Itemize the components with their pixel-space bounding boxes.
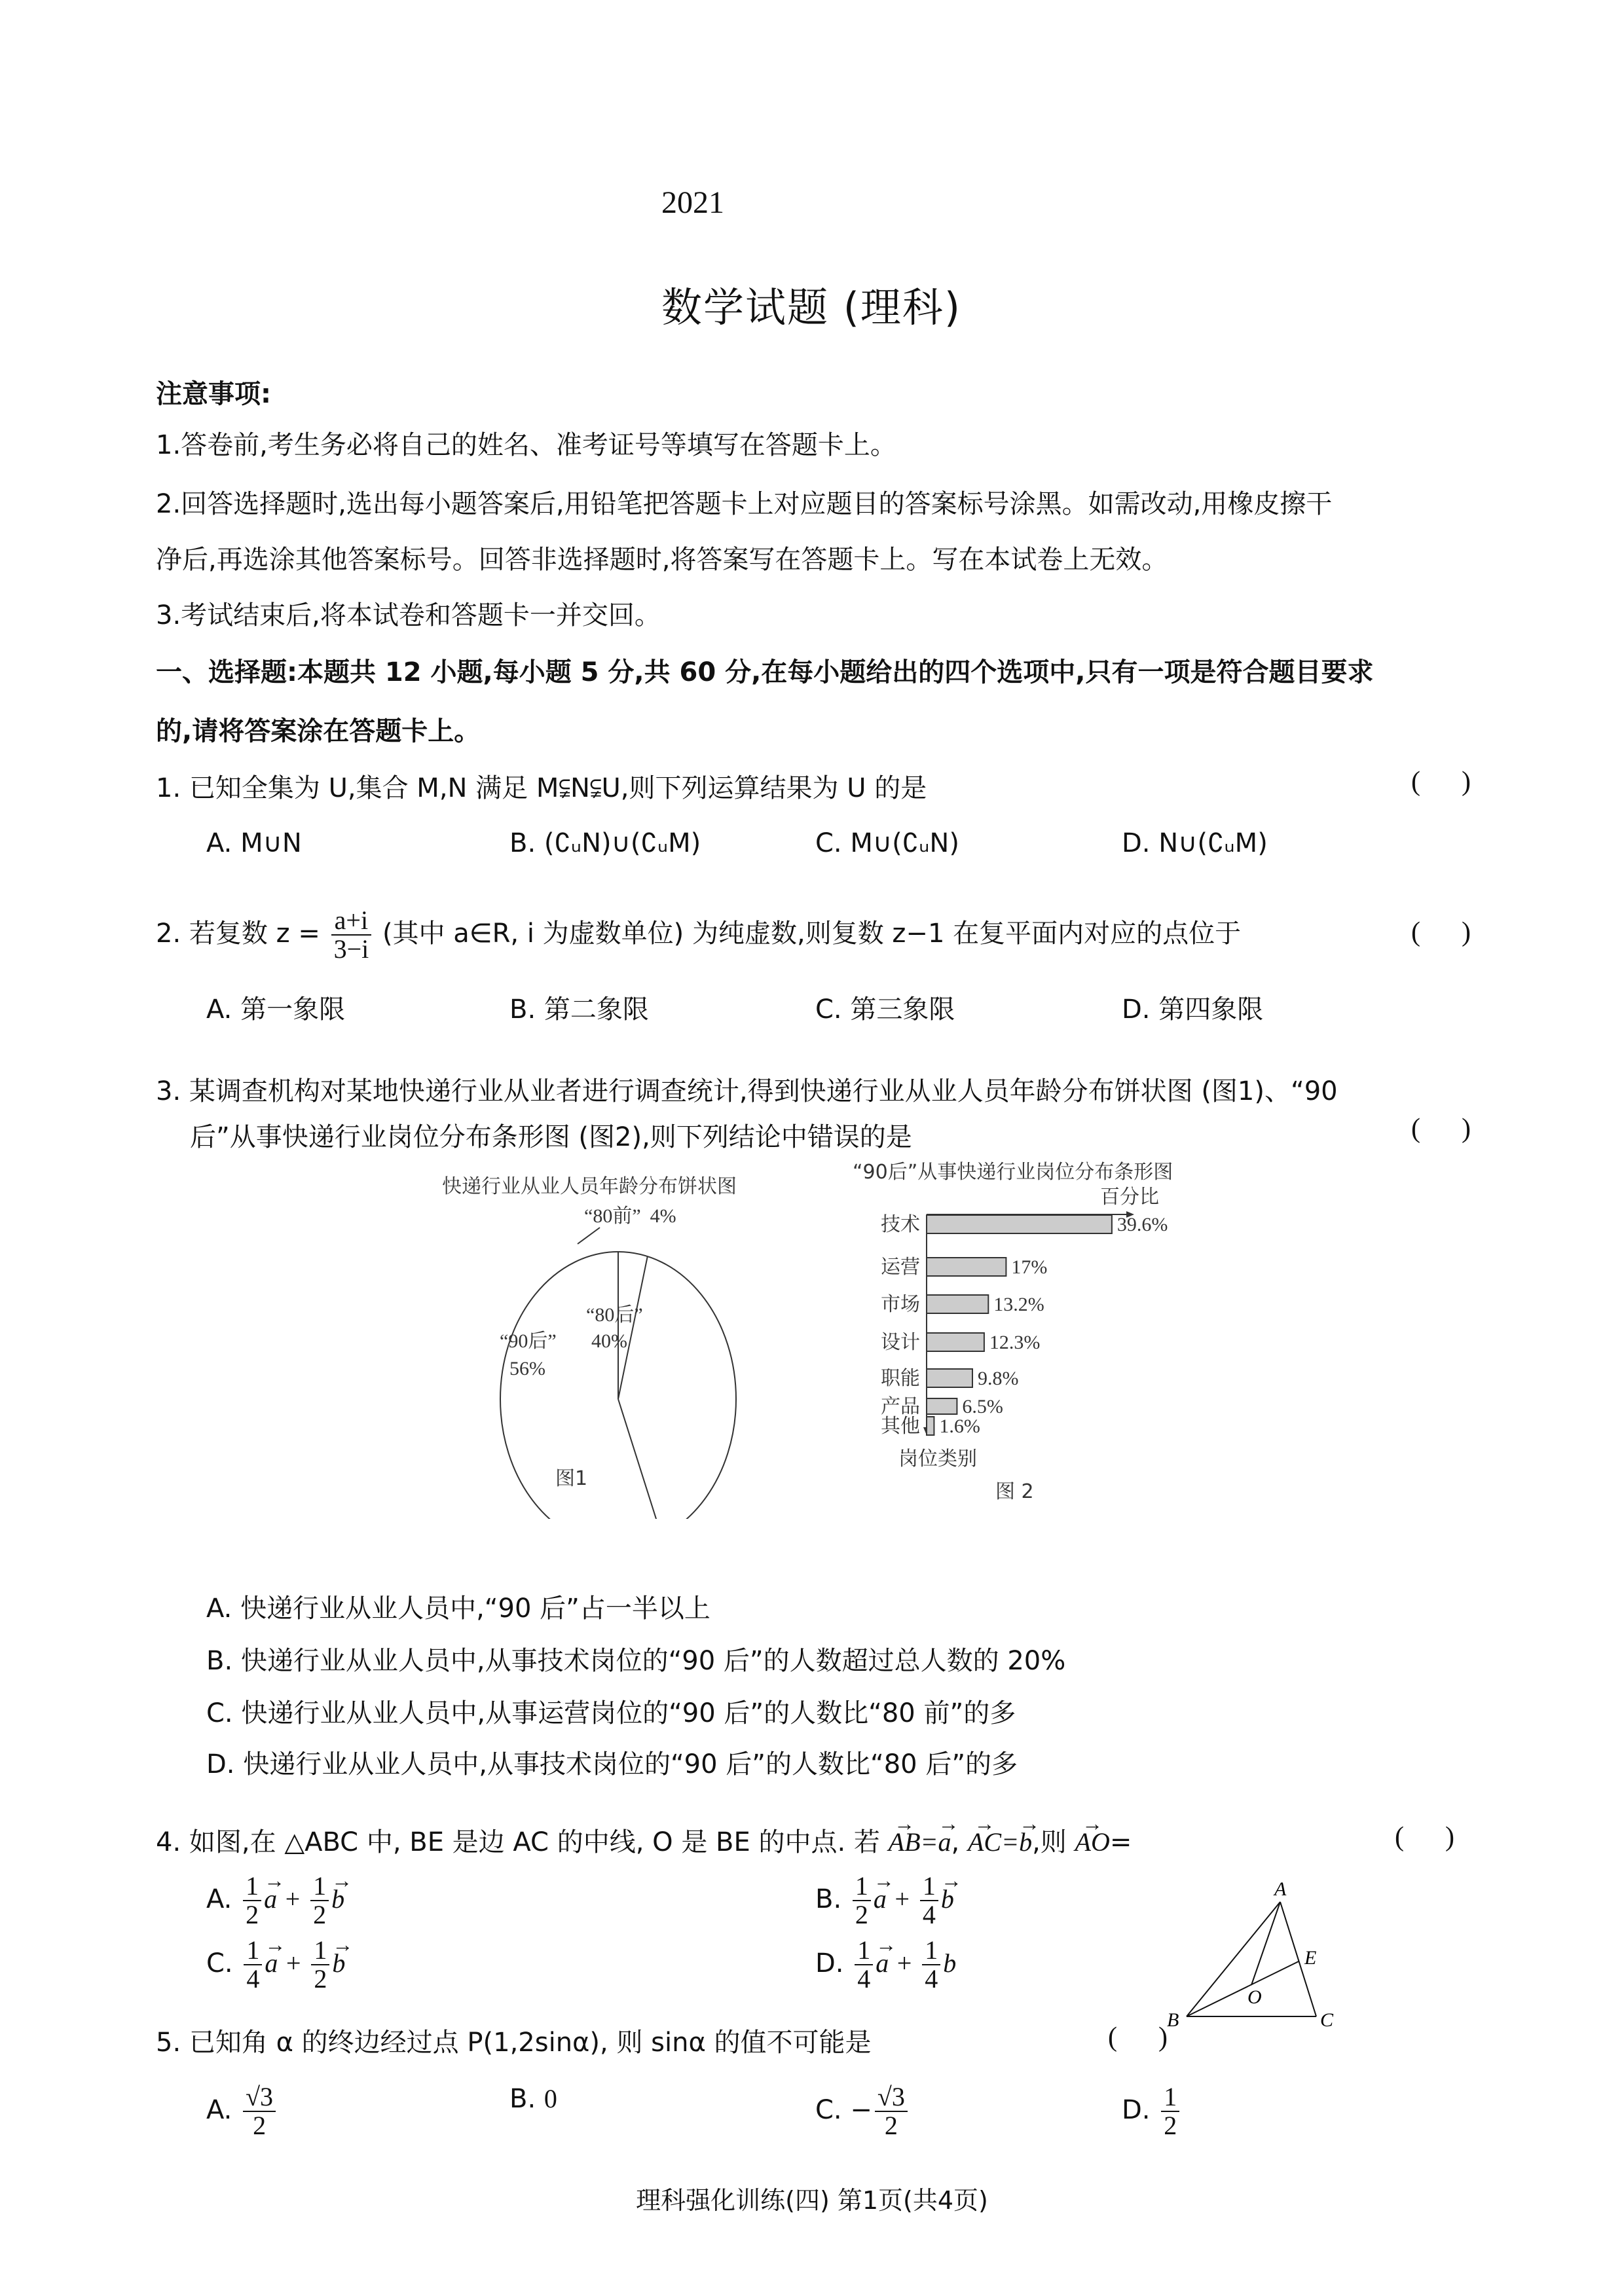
option-d[interactable]: D. N∪(∁ᵤM) (1122, 828, 1268, 858)
category-label: 技术 (881, 1213, 920, 1236)
option-value: 0 (544, 2084, 557, 2113)
page-footer: 理科强化训练(四) 第1页(共4页) (636, 2186, 988, 2215)
option-a[interactable]: A. $\frac{1}{2}$ → a + $\frac{1}{2}$ → b (206, 1872, 344, 1929)
option-d[interactable] (1122, 2083, 1182, 2140)
question-stem-suffix: (其中 a∈R, i 为虚数单位) 为纯虚数,则复数 z−1 在复平面内对应的点位于 (382, 919, 1242, 949)
coefficient-a: $\frac{1}{2}$ (853, 1872, 871, 1929)
y-axis-label: 岗位类别 (898, 1448, 977, 1470)
category-label: 职能 (881, 1367, 920, 1390)
fraction-numerator: a+i (331, 907, 372, 936)
option-b[interactable]: B. 第二象限 (509, 994, 649, 1025)
point-label-o: O (1247, 1986, 1262, 2008)
option-d[interactable]: D. $\frac{1}{4}$ → a + $\frac{1}{4}$ b (815, 1937, 956, 1993)
pie-label-90after: “90后” (500, 1330, 557, 1352)
option-a[interactable] (206, 2083, 278, 2140)
option-c[interactable]: C. $\frac{1}{4}$ → a + $\frac{1}{2}$ → b (206, 1937, 345, 1993)
pie-value-80after: 40% (591, 1330, 627, 1352)
vector-a: → a (874, 1884, 887, 1914)
question-number: 2. (156, 919, 181, 949)
category-label: 其他 (881, 1415, 920, 1438)
option-label: C. (815, 2095, 842, 2125)
coefficient-b: $\frac{1}{2}$ (310, 1872, 329, 1929)
bar-2 (927, 1295, 988, 1313)
question-4: 4. 如图,在 △ABC 中, BE 是边 AC 的中线, O 是 BE 的中点. 若 → AB=→ a, → AC=→ b,则 → AO= (156, 1821, 1132, 1859)
option-fraction: $\frac{√3}{2}$ (875, 2083, 908, 2140)
option-fraction: $\frac{√3}{2}$ (243, 2083, 276, 2140)
pie-leader-line (578, 1228, 600, 1244)
value-label: 39.6% (1116, 1214, 1168, 1235)
option-b[interactable]: B. $\frac{1}{2}$ → a + $\frac{1}{4}$ → b (815, 1872, 954, 1929)
option-a[interactable]: A. 第一象限 (206, 994, 346, 1025)
value-label: 9.8% (978, 1368, 1019, 1389)
vector-b: → b (1019, 1827, 1032, 1857)
bar-5 (927, 1398, 957, 1414)
question-number: 1. (156, 773, 181, 803)
question-stem: 如图,在 △ABC 中, BE 是边 AC 的中线, O 是 BE 的中点. 若 (189, 1827, 880, 1857)
chart-caption: 图1 (555, 1467, 588, 1490)
option-label: D. (1122, 2095, 1151, 2125)
chart-caption: 图 2 (995, 1480, 1034, 1503)
vector-b: → b (941, 1884, 954, 1914)
category-label: 产品 (881, 1395, 920, 1418)
option-c[interactable] (815, 2083, 910, 2140)
option-label: D. (815, 1948, 844, 1978)
bar-4 (927, 1369, 972, 1387)
bar-0 (927, 1215, 1112, 1233)
vector-b: b (943, 1948, 957, 1978)
answer-bracket[interactable]: ( ) (1108, 2022, 1168, 2052)
option-label: A. (206, 2095, 232, 2125)
page-title: 数学试题 (理科) (661, 283, 962, 331)
question-number: 3. (156, 1076, 181, 1106)
segment-ab (1187, 1902, 1280, 2016)
question-stem-prefix: 若复数 z = (189, 919, 320, 949)
option-label: A. (206, 1884, 232, 1914)
notice-item: 2.回答选择题时,选出每小题答案后,用铅笔把答题卡上对应题目的答案标号涂黑。如需改动,用橡皮擦干 (156, 489, 1333, 519)
vertex-label-c: C (1320, 2009, 1334, 2031)
option-label: C. (206, 1948, 233, 1978)
answer-bracket[interactable]: ( ) (1411, 917, 1471, 947)
value-label: 6.5% (962, 1396, 1003, 1417)
option-c[interactable]: C. 第三象限 (815, 994, 955, 1025)
option-b[interactable]: B. (∁ᵤN)∪(∁ᵤM) (509, 828, 701, 858)
x-axis-label: 百分比 (1100, 1186, 1159, 1209)
section-heading-cont: 的,请将答案涂在答题卡上。 (156, 716, 481, 746)
question-1 (156, 767, 927, 805)
category-label: 运营 (881, 1256, 920, 1279)
bar-1 (927, 1258, 1006, 1276)
section-heading: 一、选择题:本题共 12 小题,每小题 5 分,共 60 分,在每小题给出的四个选项中,只有一项是符合题目要求 (156, 657, 1374, 687)
bar-3 (927, 1333, 984, 1351)
fraction (331, 907, 372, 963)
pie-label-80before: “80前” 4% (584, 1205, 676, 1227)
value-label: 1.6% (939, 1415, 980, 1437)
value-label: 12.3% (989, 1332, 1041, 1353)
answer-bracket[interactable]: ( ) (1411, 767, 1471, 797)
question-number: 4. (156, 1827, 181, 1857)
segment-be (1187, 1961, 1299, 2016)
coefficient-b: $\frac{1}{2}$ (311, 1937, 329, 1993)
vector-a: → a (876, 1948, 889, 1978)
option-fraction: $\frac{1}{2}$ (1161, 2083, 1179, 2140)
option-c[interactable]: C. 快递行业从业人员中,从事运营岗位的“90 后”的人数比“80 前”的多 (206, 1698, 1016, 1728)
category-label: 设计 (881, 1331, 920, 1354)
vertex-label-b: B (1167, 2009, 1179, 2031)
question-number: 5. (156, 2028, 181, 2058)
vector-a: → a (938, 1827, 951, 1857)
pie-label-80after: “80后” (586, 1304, 643, 1326)
notice-item: 3.考试结束后,将本试卷和答题卡一并交回。 (156, 600, 661, 630)
value-label: 13.2% (993, 1294, 1044, 1315)
question-2 (156, 907, 1241, 963)
triangle-figure (1146, 1866, 1375, 2049)
chart-title: “90后”从事快递行业岗位分布条形图 (853, 1161, 1173, 1184)
pie-value-90after: 56% (509, 1358, 545, 1379)
vector-b: → b (332, 1948, 345, 1978)
chart-title: 快递行业从业人员年龄分布饼状图 (442, 1175, 737, 1198)
question-3 (156, 1070, 1338, 1108)
coefficient-a: $\frac{1}{2}$ (243, 1872, 261, 1929)
option-label: B. (509, 2084, 536, 2114)
notice-item: 净后,再选涂其他答案标号。回答非选择题时,将答案写在答题卡上。写在本试卷上无效。 (156, 545, 1168, 575)
notice-item: 1.答卷前,考生务必将自己的姓名、准考证号等填写在答题卡上。 (156, 430, 896, 460)
question-stem: 某调查机构对某地快递行业从业者进行调查统计,得到快递行业从业人员年龄分布饼状图 (图1)、“90 (189, 1076, 1338, 1106)
coefficient-a: $\frac{1}{4}$ (855, 1937, 873, 1993)
option-d[interactable]: D. 快递行业从业人员中,从事技术岗位的“90 后”的人数比“80 后”的多 (206, 1749, 1018, 1779)
vector-a: → a (264, 1884, 277, 1914)
vector-a: → a (265, 1948, 278, 1978)
exam-year: 2021 (661, 185, 724, 220)
option-sign: − (850, 2095, 872, 2125)
option-label: B. (815, 1884, 842, 1914)
vector-ac: → AC (968, 1827, 1001, 1857)
option-d[interactable]: D. 第四象限 (1122, 994, 1264, 1025)
option-a[interactable]: A. 快递行业从业人员中,“90 后”占一半以上 (206, 1594, 710, 1624)
fraction-denominator: 3−i (333, 934, 369, 964)
coefficient-b: $\frac{1}{4}$ (920, 1872, 938, 1929)
answer-bracket[interactable]: ( ) (1411, 1114, 1471, 1144)
bar-6 (927, 1417, 934, 1435)
answer-bracket[interactable]: ( ) (1395, 1822, 1454, 1852)
option-b[interactable]: B. 快递行业从业人员中,从事技术岗位的“90 后”的人数超过总人数的 20% (206, 1646, 1066, 1676)
notice-heading: 注意事项: (156, 379, 271, 409)
value-label: 17% (1011, 1256, 1048, 1278)
vector-ao: → AO (1075, 1827, 1110, 1857)
coefficient-b: $\frac{1}{4}$ (922, 1937, 940, 1993)
coefficient-a: $\frac{1}{4}$ (244, 1937, 262, 1993)
category-label: 市场 (881, 1293, 920, 1316)
vertex-label-a: A (1274, 1878, 1287, 1900)
option-c[interactable]: C. M∪(∁ᵤN) (815, 828, 959, 858)
point-label-e: E (1304, 1947, 1317, 1969)
question-5 (156, 2022, 872, 2059)
question-stem-cont: 后”从事快递行业岗位分布条形图 (图2),则下列结论中错误的是 (190, 1122, 912, 1152)
vector-b: → b (331, 1884, 344, 1914)
question-stem: 已知角 α 的终边经过点 P(1,2sinα), 则 sinα 的值不可能是 (189, 2028, 872, 2058)
vector-ab: → AB (889, 1827, 921, 1857)
bar-chart (851, 1152, 1257, 1545)
option-b[interactable] (509, 2083, 557, 2114)
question-stem: 已知全集为 U,集合 M,N 满足 M⫋N⫋U,则下列运算结果为 U 的是 (189, 773, 927, 803)
option-a[interactable]: A. M∪N (206, 828, 302, 858)
pie-chart (413, 1152, 871, 1519)
